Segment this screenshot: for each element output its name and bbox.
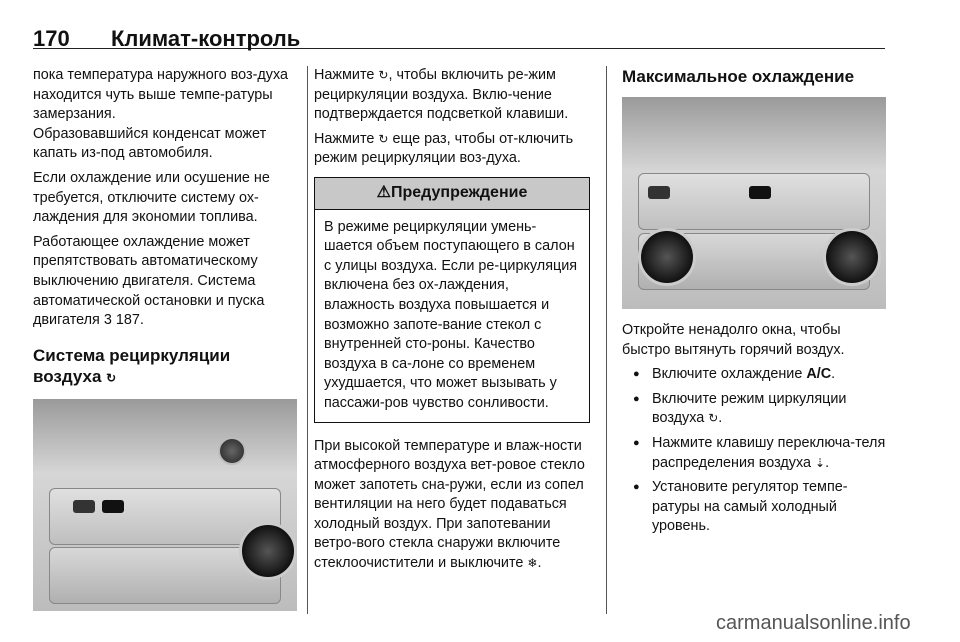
recirculation-icon: ↻ (378, 131, 389, 146)
ac-button (648, 186, 670, 199)
windscreen-defrost-icon: ❄ (527, 556, 538, 571)
paragraph: Работающее охлаждение может препятствовать автоматическому выключению двигателя. Система автоматической остановки и пуска двигателя 3 187. (33, 233, 265, 329)
fan-knob (823, 228, 881, 286)
page-header (33, 12, 885, 49)
temperature-knob (239, 522, 297, 580)
warning-text: В режиме рециркуляции умень-шается объем поступающего в салон с улицы воздуха. Если ре-циркуляция включена без ох-лаждения, влажность воздуха повышается и возможно запоте-вание стекол с внутренней сто-роны. Качество воздуха в са-лоне со временем ухудшается, что может вызывать у пассажи-ров чувство сонливости. (324, 218, 578, 411)
recirculation-icon: ↻ (378, 68, 389, 82)
warning-box (314, 177, 590, 423)
bullet-list (622, 365, 888, 537)
recirculation-icon: ↻ (106, 370, 117, 385)
column-2 (314, 66, 590, 579)
paragraph: пока температура наружного воз-духа находится чуть выше темпе-ратуры замерзания. (33, 67, 289, 123)
climate-panel-image (33, 399, 297, 611)
page-number: 170 (33, 26, 70, 51)
air-distribution-icon: ⇣ (815, 455, 826, 470)
temperature-knob (638, 228, 696, 286)
watermark: carmanualsonline.info (716, 612, 911, 634)
section-title-max-cooling: Максимальное охлаждение (622, 67, 855, 86)
button (749, 186, 771, 199)
paragraph: Откройте ненадолго окна, чтобы быстро вытянуть горячий воздух. (622, 322, 845, 358)
list-item: ● Установите регулятор темпе-ратуры на самый холодный уровень. (622, 478, 888, 537)
paragraph: Нажмите ↻ еще раз, чтобы от-ключить режим рециркуляции воз-духа. (314, 130, 574, 167)
column-divider (606, 66, 607, 614)
paragraph: При высокой температуре и влаж-ности атмосферного воздуха вет-ровое стекло может запотеть сна-ружи, если из сопел вентиляции на него будет подаваться холодный воздух. При запотевании ветро-вого стекла снаружи включите стеклоочистители и выключите ❄. (314, 437, 590, 574)
column-divider (307, 66, 308, 614)
paragraph: Нажмите ↻, чтобы включить ре-жим рециркуляции воздуха. Вклю-чение подтверждается подсветкой клавиши. (314, 67, 569, 123)
list-item: ● Включите режим циркуляции воздуха ↻. (622, 390, 888, 429)
recirculation-button (102, 500, 124, 513)
page-title: Климат-контроль (111, 26, 301, 51)
page-ref-link[interactable]: 3 187. (103, 312, 144, 329)
warning-icon: ⚠ (376, 183, 391, 201)
climate-panel-image (622, 97, 886, 309)
column-1 (33, 66, 299, 611)
list-item: ● Нажмите клавишу переключа-теля распределения воздуха ⇣. (622, 434, 888, 473)
column-3 (622, 66, 888, 542)
knob (218, 437, 246, 465)
section-title-recirculation: Система рециркуляции воздуха ↻ (33, 345, 299, 389)
warning-header: ⚠Предупреждение (315, 178, 589, 210)
paragraph: Образовавшийся конденсат может капать из-под автомобиля. (33, 125, 267, 162)
list-item: ● Включите охлаждение A/C. (622, 365, 888, 385)
recirculation-icon: ↻ (708, 411, 719, 426)
paragraph: Если охлаждение или осушение не требуется, отключите систему ох-лаждения для экономии топлива. (33, 169, 270, 226)
ac-button (73, 500, 95, 513)
